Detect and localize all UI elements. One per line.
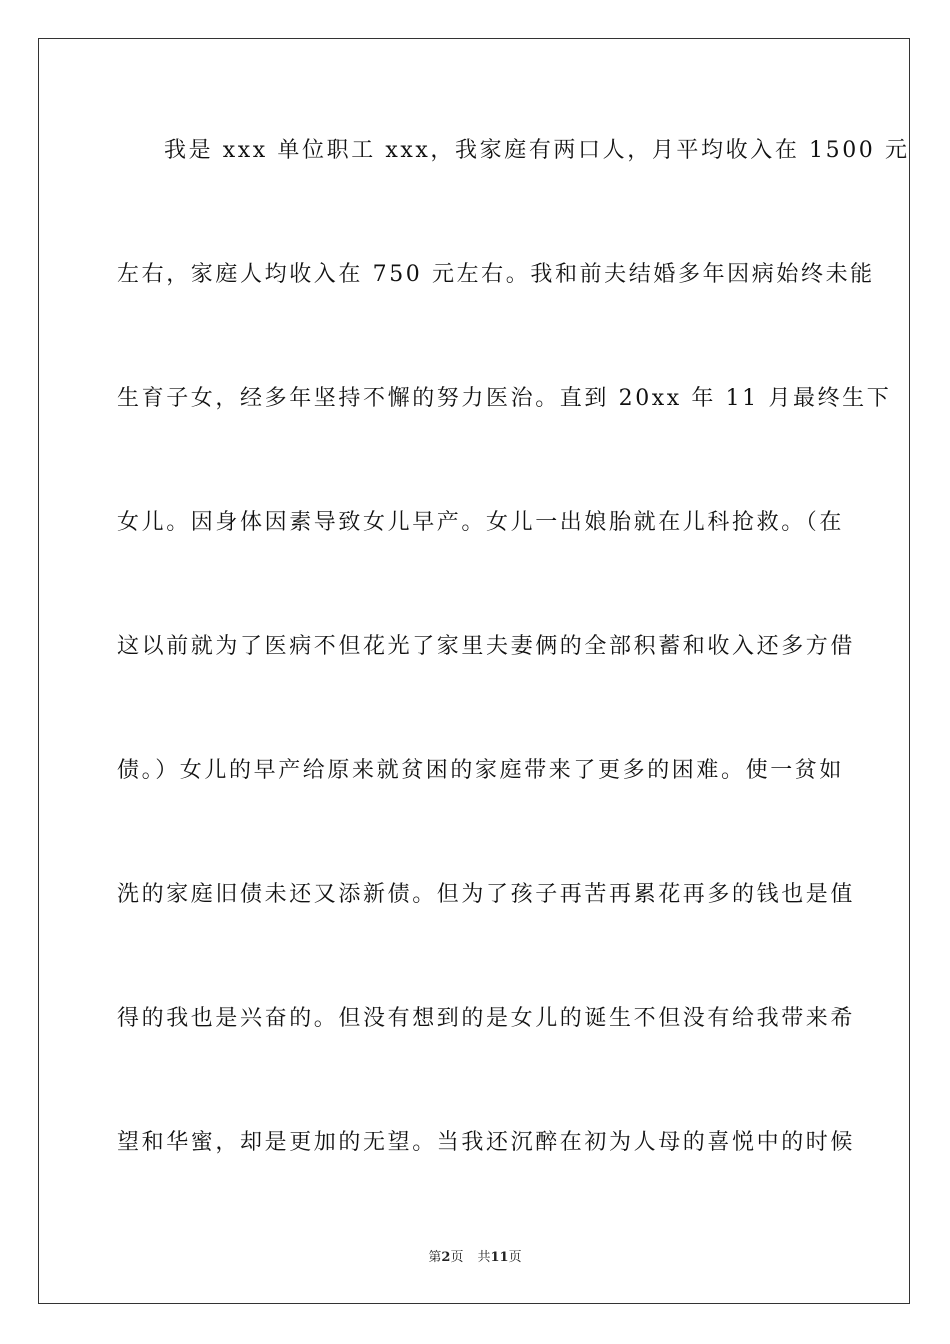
paragraph-line: 得的我也是兴奋的。但没有想到的是女儿的诞生不但没有给我带来希 xyxy=(117,1006,856,1031)
total-prefix: 共 xyxy=(477,1250,491,1265)
total-pages: 11 xyxy=(490,1250,509,1265)
paragraph-line: 我是 xxx 单位职工 xxx，我家庭有两口人，月平均收入在 1500 元 xyxy=(164,138,910,163)
page-footer xyxy=(0,1246,950,1265)
paragraph-line: 生育子女，经多年坚持不懈的努力医治。直到 20xx 年 11 月最终生下 xyxy=(117,386,892,411)
paragraph-line: 左右，家庭人均收入在 750 元左右。我和前夫结婚多年因病始终未能 xyxy=(117,262,875,287)
paragraph-line: 这以前就为了医病不但花光了家里夫妻俩的全部积蓄和收入还多方借 xyxy=(117,634,856,659)
page-number: 2 xyxy=(441,1250,451,1265)
page-prefix: 第 xyxy=(428,1250,442,1265)
paragraph-line: 女儿。因身体因素导致女儿早产。女儿一出娘胎就在儿科抢救。（在 xyxy=(117,510,845,535)
page-suffix: 页 xyxy=(450,1250,464,1265)
paragraph-line: 洗的家庭旧债未还又添新债。但为了孩子再苦再累花再多的钱也是值 xyxy=(117,882,856,907)
total-suffix: 页 xyxy=(508,1250,522,1265)
document-body xyxy=(117,118,910,1234)
paragraph-line: 望和华蜜，却是更加的无望。当我还沉醉在初为人母的喜悦中的时候 xyxy=(117,1130,856,1155)
paragraph-line: 债。）女儿的早产给原来就贫困的家庭带来了更多的困难。使一贫如 xyxy=(117,758,845,783)
